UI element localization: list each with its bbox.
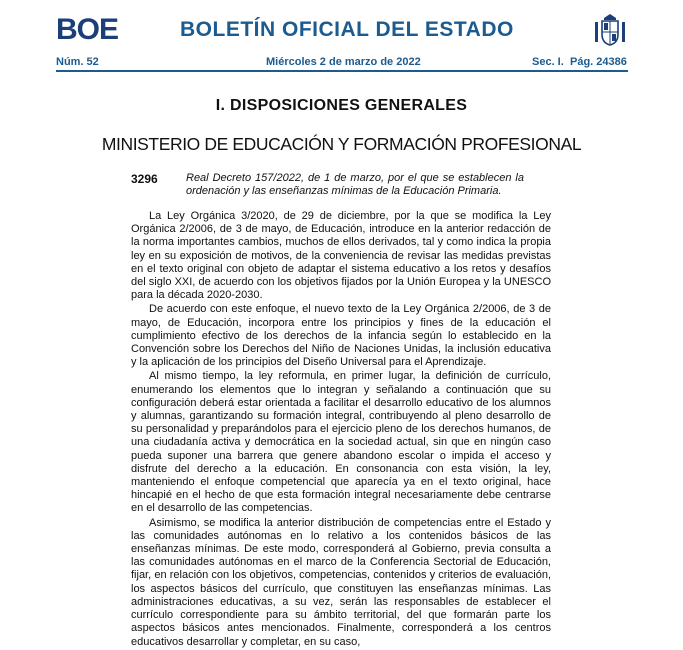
section-label: Sec. I. (532, 56, 564, 68)
gazette-title: BOLETÍN OFICIAL DEL ESTADO (180, 18, 514, 41)
entry-summary: Real Decreto 157/2022, de 1 de marzo, por el que se establecen la ordenación y las enseñanzas mínimas de la Educación Primaria. (186, 172, 524, 197)
page-number: Pág. 24386 (570, 56, 627, 68)
entry-number: 3296 (131, 172, 158, 186)
body-paragraph: De acuerdo con este enfoque, el nuevo texto de la Ley Orgánica 2/2006, de 3 de mayo, de Educación, incorpora entre los principios y fines de la educación el cumplimiento efectivo de los derechos de la infancia según lo establecido en la Convención sobre los Derechos del Niño de Naciones Unidas, la inclusión educativa y la aplicación de los principios del Diseño Universal para el Aprendizaje. (131, 303, 551, 369)
boe-logo-text: BOE (56, 13, 119, 46)
body-paragraph: La Ley Orgánica 3/2020, de 29 de diciembre, por la que se modifica la Ley Orgánica 2/2006, de 3 de mayo, de Educación, introduce en la anterior redacción de la norma importantes cambios, muchos de ellos derivados, tal y como indica la propia ley en su exposición de motivos, de la conveniencia de revisar las medidas previstas en el texto original con objeto de adaptar el sistema educativo a los retos y desafíos del siglo XXI, de acuerdo con los objetivos fijados por la Unión Europea y la UNESCO para la década 2020-2030. (131, 210, 551, 302)
ministry-heading: MINISTERIO DE EDUCACIÓN Y FORMACIÓN PROFESIONAL (101, 134, 582, 154)
body-paragraph: Asimismo, se modifica la anterior distribución de competencias entre el Estado y las comunidades autónomas en lo relativo a los contenidos básicos de las enseñanzas mínimas. De este modo, corresponderá al Gobierno, previa consulta a las comunidades autónomas en el marco de la Conferencia Sectorial de Educación, fijar, en relación con los objetivos, competencias, contenidos y criterios de evaluación, los aspectos básicos del currículo, que constituyen las enseñanzas mínimas. Las administraciones educativas, a su vez, serán las responsables de establecer el currículo correspondiente para su ámbito territorial, del que formarán parte los aspectos básicos antes mencionados. Finalmente, corresponderá a los centros educativos desarrollar y completar, en su caso, (131, 516, 551, 648)
boe-logo (56, 15, 124, 45)
issue-number: Núm. 52 (56, 56, 99, 68)
document-body (131, 210, 551, 650)
header-divider (56, 70, 628, 72)
issue-date: Miércoles 2 de marzo de 2022 (266, 56, 421, 68)
section-heading: I. DISPOSICIONES GENERALES (215, 97, 468, 114)
coat-of-arms-icon (592, 12, 628, 48)
body-paragraph: Al mismo tiempo, la ley reformula, en primer lugar, la definición de currículo, enumerando los elementos que lo integran y señalando a continuación que su configuración deberá estar orientada a facilitar el desarrollo educativo de los alumnos y alumnas, garantizando su formación integral, contribuyendo al pleno desarrollo de su personalidad y preparándolos para el ejercicio pleno de los derechos humanos, de una ciudadanía activa y democrática en la sociedad actual, sin que en ningún caso pueda suponer una barrera que genere abandono escolar o impida el acceso y disfrute del derecho a la educación. En consonancia con esta visión, la ley, manteniendo el enfoque competencial que aparecía ya en el texto original, hace hincapié en el hecho de que esta formación integral necesariamente debe centrarse en el desarrollo de las competencias. (131, 370, 551, 515)
